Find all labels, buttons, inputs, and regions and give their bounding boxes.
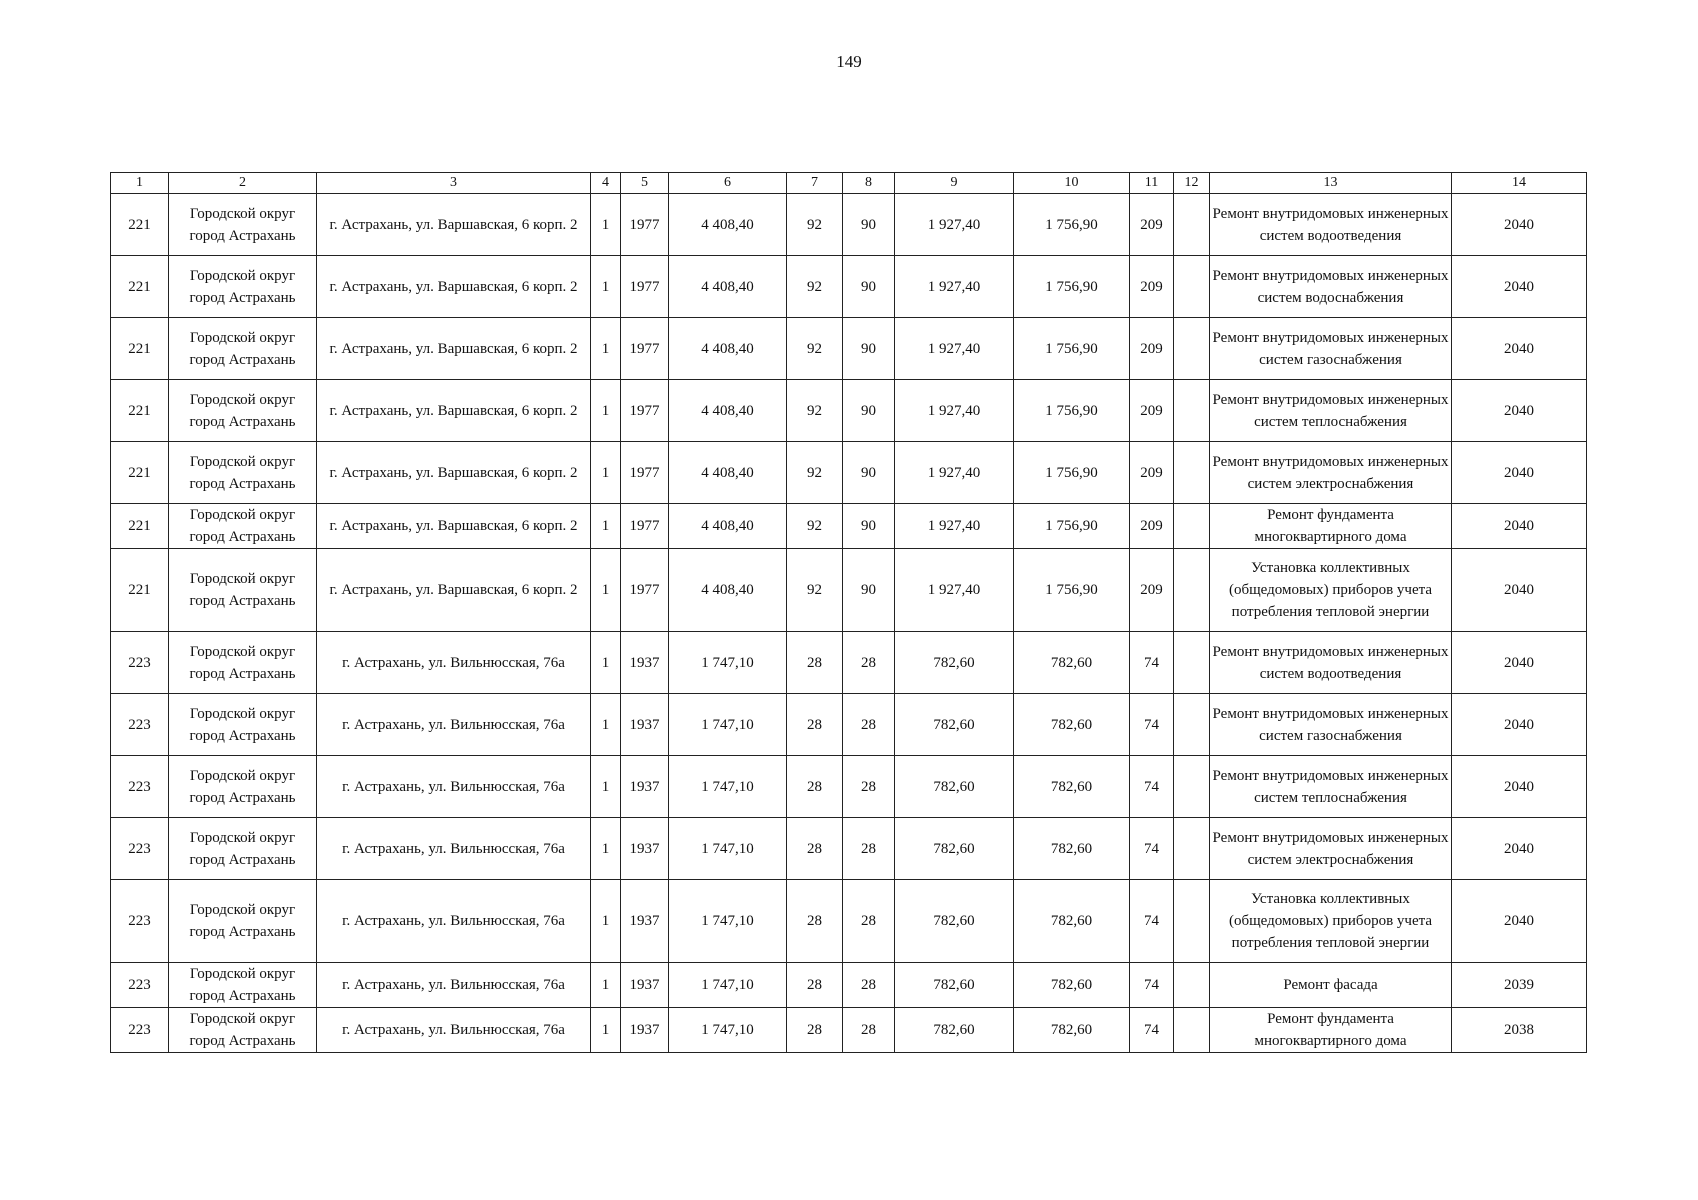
table-row — [111, 694, 1587, 756]
col-11-cell: 74 — [1130, 1008, 1174, 1053]
municipality-cell: Городской округ город Астрахань — [169, 318, 317, 380]
municipality-cell: Городской округ город Астрахань — [169, 963, 317, 1008]
col-11-cell: 74 — [1130, 632, 1174, 694]
col-10-cell: 782,60 — [1014, 880, 1130, 963]
address-cell: г. Астрахань, ул. Варшавская, 6 корп. 2 — [317, 380, 591, 442]
col-4-cell: 1 — [591, 504, 621, 549]
work-type-cell: Ремонт фасада — [1210, 963, 1452, 1008]
col-11-cell: 74 — [1130, 694, 1174, 756]
repair-program-table — [110, 172, 1587, 1053]
address-cell: г. Астрахань, ул. Варшавская, 6 корп. 2 — [317, 194, 591, 256]
table-body — [111, 194, 1587, 1053]
col-9-cell: 1 927,40 — [895, 318, 1014, 380]
col-10-cell: 782,60 — [1014, 818, 1130, 880]
col-8-cell: 90 — [843, 504, 895, 549]
address-cell: г. Астрахань, ул. Варшавская, 6 корп. 2 — [317, 442, 591, 504]
col-7-cell: 28 — [787, 880, 843, 963]
col-10-cell: 1 756,90 — [1014, 442, 1130, 504]
municipality-cell: Городской округ город Астрахань — [169, 380, 317, 442]
col-6-cell: 4 408,40 — [669, 380, 787, 442]
col-7-cell: 28 — [787, 1008, 843, 1053]
address-cell: г. Астрахань, ул. Вильнюсская, 76а — [317, 632, 591, 694]
address-cell: г. Астрахань, ул. Вильнюсская, 76а — [317, 818, 591, 880]
municipality-cell: Городской округ город Астрахань — [169, 549, 317, 632]
col-6-cell: 4 408,40 — [669, 549, 787, 632]
column-header-12: 12 — [1174, 173, 1210, 194]
table-row — [111, 380, 1587, 442]
col-11-cell: 209 — [1130, 318, 1174, 380]
table-row — [111, 549, 1587, 632]
col-6-cell: 1 747,10 — [669, 756, 787, 818]
year-cell: 1937 — [621, 694, 669, 756]
municipality-cell: Городской округ город Астрахань — [169, 194, 317, 256]
address-cell: г. Астрахань, ул. Варшавская, 6 корп. 2 — [317, 318, 591, 380]
col-9-cell: 782,60 — [895, 818, 1014, 880]
planned-year-cell: 2040 — [1452, 880, 1587, 963]
col-4-cell: 1 — [591, 1008, 621, 1053]
col-10-cell: 1 756,90 — [1014, 194, 1130, 256]
table-row — [111, 504, 1587, 549]
col-12-cell — [1174, 632, 1210, 694]
row-number-cell: 223 — [111, 963, 169, 1008]
address-cell: г. Астрахань, ул. Варшавская, 6 корп. 2 — [317, 256, 591, 318]
work-type-cell: Ремонт фундамента многоквартирного дома — [1210, 1008, 1452, 1053]
col-4-cell: 1 — [591, 694, 621, 756]
planned-year-cell: 2038 — [1452, 1008, 1587, 1053]
municipality-cell: Городской округ город Астрахань — [169, 694, 317, 756]
col-11-cell: 74 — [1130, 756, 1174, 818]
col-12-cell — [1174, 256, 1210, 318]
column-header-6: 6 — [669, 173, 787, 194]
col-8-cell: 28 — [843, 756, 895, 818]
column-header-2: 2 — [169, 173, 317, 194]
col-12-cell — [1174, 504, 1210, 549]
col-11-cell: 74 — [1130, 818, 1174, 880]
col-6-cell: 4 408,40 — [669, 318, 787, 380]
year-cell: 1937 — [621, 963, 669, 1008]
col-4-cell: 1 — [591, 756, 621, 818]
col-7-cell: 28 — [787, 632, 843, 694]
col-7-cell: 28 — [787, 694, 843, 756]
table-row — [111, 256, 1587, 318]
col-4-cell: 1 — [591, 818, 621, 880]
work-type-cell: Ремонт внутридомовых инженерных систем электроснабжения — [1210, 442, 1452, 504]
col-6-cell: 4 408,40 — [669, 256, 787, 318]
col-9-cell: 1 927,40 — [895, 442, 1014, 504]
col-7-cell: 92 — [787, 504, 843, 549]
row-number-cell: 221 — [111, 442, 169, 504]
year-cell: 1977 — [621, 194, 669, 256]
col-9-cell: 1 927,40 — [895, 380, 1014, 442]
work-type-cell: Ремонт фундамента многоквартирного дома — [1210, 504, 1452, 549]
municipality-cell: Городской округ город Астрахань — [169, 504, 317, 549]
planned-year-cell: 2039 — [1452, 963, 1587, 1008]
col-4-cell: 1 — [591, 963, 621, 1008]
planned-year-cell: 2040 — [1452, 504, 1587, 549]
col-4-cell: 1 — [591, 380, 621, 442]
year-cell: 1937 — [621, 756, 669, 818]
col-11-cell: 209 — [1130, 380, 1174, 442]
col-9-cell: 782,60 — [895, 963, 1014, 1008]
column-header-10: 10 — [1014, 173, 1130, 194]
col-10-cell: 782,60 — [1014, 1008, 1130, 1053]
col-9-cell: 782,60 — [895, 632, 1014, 694]
col-8-cell: 90 — [843, 549, 895, 632]
work-type-cell: Ремонт внутридомовых инженерных систем теплоснабжения — [1210, 756, 1452, 818]
col-7-cell: 92 — [787, 380, 843, 442]
row-number-cell: 221 — [111, 549, 169, 632]
row-number-cell: 221 — [111, 504, 169, 549]
col-6-cell: 1 747,10 — [669, 632, 787, 694]
year-cell: 1937 — [621, 1008, 669, 1053]
col-10-cell: 1 756,90 — [1014, 504, 1130, 549]
col-8-cell: 90 — [843, 256, 895, 318]
municipality-cell: Городской округ город Астрахань — [169, 256, 317, 318]
work-type-cell: Ремонт внутридомовых инженерных систем водоснабжения — [1210, 256, 1452, 318]
col-9-cell: 782,60 — [895, 880, 1014, 963]
row-number-cell: 221 — [111, 256, 169, 318]
year-cell: 1977 — [621, 504, 669, 549]
col-7-cell: 28 — [787, 756, 843, 818]
address-cell: г. Астрахань, ул. Вильнюсская, 76а — [317, 694, 591, 756]
planned-year-cell: 2040 — [1452, 632, 1587, 694]
col-7-cell: 92 — [787, 318, 843, 380]
address-cell: г. Астрахань, ул. Вильнюсская, 76а — [317, 756, 591, 818]
col-8-cell: 28 — [843, 818, 895, 880]
col-7-cell: 92 — [787, 194, 843, 256]
work-type-cell: Ремонт внутридомовых инженерных систем водоотведения — [1210, 194, 1452, 256]
col-10-cell: 782,60 — [1014, 694, 1130, 756]
address-cell: г. Астрахань, ул. Вильнюсская, 76а — [317, 963, 591, 1008]
col-11-cell: 209 — [1130, 194, 1174, 256]
year-cell: 1937 — [621, 818, 669, 880]
col-12-cell — [1174, 694, 1210, 756]
col-6-cell: 1 747,10 — [669, 818, 787, 880]
row-number-cell: 221 — [111, 380, 169, 442]
col-10-cell: 1 756,90 — [1014, 256, 1130, 318]
planned-year-cell: 2040 — [1452, 818, 1587, 880]
col-8-cell: 90 — [843, 380, 895, 442]
col-8-cell: 28 — [843, 880, 895, 963]
table-row — [111, 632, 1587, 694]
row-number-cell: 223 — [111, 632, 169, 694]
col-8-cell: 90 — [843, 194, 895, 256]
col-8-cell: 90 — [843, 442, 895, 504]
year-cell: 1977 — [621, 442, 669, 504]
col-4-cell: 1 — [591, 549, 621, 632]
col-12-cell — [1174, 194, 1210, 256]
column-header-9: 9 — [895, 173, 1014, 194]
col-10-cell: 782,60 — [1014, 756, 1130, 818]
row-number-cell: 221 — [111, 318, 169, 380]
col-12-cell — [1174, 1008, 1210, 1053]
col-11-cell: 209 — [1130, 256, 1174, 318]
col-10-cell: 782,60 — [1014, 963, 1130, 1008]
col-11-cell: 209 — [1130, 549, 1174, 632]
col-10-cell: 1 756,90 — [1014, 549, 1130, 632]
work-type-cell: Установка коллективных (общедомовых) приборов учета потребления тепловой энергии — [1210, 549, 1452, 632]
col-11-cell: 209 — [1130, 504, 1174, 549]
col-12-cell — [1174, 380, 1210, 442]
column-header-14: 14 — [1452, 173, 1587, 194]
year-cell: 1977 — [621, 380, 669, 442]
col-7-cell: 92 — [787, 256, 843, 318]
table-row — [111, 963, 1587, 1008]
col-12-cell — [1174, 318, 1210, 380]
col-8-cell: 28 — [843, 694, 895, 756]
column-header-11: 11 — [1130, 173, 1174, 194]
col-4-cell: 1 — [591, 632, 621, 694]
table-row — [111, 818, 1587, 880]
col-11-cell: 209 — [1130, 442, 1174, 504]
planned-year-cell: 2040 — [1452, 380, 1587, 442]
col-6-cell: 1 747,10 — [669, 880, 787, 963]
planned-year-cell: 2040 — [1452, 442, 1587, 504]
col-12-cell — [1174, 880, 1210, 963]
col-4-cell: 1 — [591, 256, 621, 318]
page-number: 149 — [836, 52, 862, 71]
address-cell: г. Астрахань, ул. Вильнюсская, 76а — [317, 880, 591, 963]
municipality-cell: Городской округ город Астрахань — [169, 818, 317, 880]
row-number-cell: 223 — [111, 1008, 169, 1053]
row-number-cell: 221 — [111, 194, 169, 256]
col-8-cell: 28 — [843, 1008, 895, 1053]
col-6-cell: 1 747,10 — [669, 694, 787, 756]
col-9-cell: 782,60 — [895, 694, 1014, 756]
col-8-cell: 90 — [843, 318, 895, 380]
col-9-cell: 1 927,40 — [895, 194, 1014, 256]
address-cell: г. Астрахань, ул. Вильнюсская, 76а — [317, 1008, 591, 1053]
year-cell: 1937 — [621, 632, 669, 694]
column-header-3: 3 — [317, 173, 591, 194]
col-9-cell: 782,60 — [895, 756, 1014, 818]
col-9-cell: 782,60 — [895, 1008, 1014, 1053]
col-4-cell: 1 — [591, 318, 621, 380]
year-cell: 1977 — [621, 256, 669, 318]
col-6-cell: 4 408,40 — [669, 442, 787, 504]
col-12-cell — [1174, 963, 1210, 1008]
column-header-7: 7 — [787, 173, 843, 194]
col-12-cell — [1174, 756, 1210, 818]
col-7-cell: 92 — [787, 549, 843, 632]
table-row — [111, 194, 1587, 256]
municipality-cell: Городской округ город Астрахань — [169, 756, 317, 818]
column-number-header-row — [111, 173, 1587, 194]
year-cell: 1977 — [621, 318, 669, 380]
year-cell: 1977 — [621, 549, 669, 632]
table-row — [111, 318, 1587, 380]
col-6-cell: 1 747,10 — [669, 963, 787, 1008]
work-type-cell: Ремонт внутридомовых инженерных систем газоснабжения — [1210, 694, 1452, 756]
col-4-cell: 1 — [591, 194, 621, 256]
col-9-cell: 1 927,40 — [895, 256, 1014, 318]
col-6-cell: 1 747,10 — [669, 1008, 787, 1053]
col-7-cell: 92 — [787, 442, 843, 504]
row-number-cell: 223 — [111, 880, 169, 963]
planned-year-cell: 2040 — [1452, 318, 1587, 380]
municipality-cell: Городской округ город Астрахань — [169, 442, 317, 504]
row-number-cell: 223 — [111, 756, 169, 818]
municipality-cell: Городской округ город Астрахань — [169, 1008, 317, 1053]
col-6-cell: 4 408,40 — [669, 194, 787, 256]
col-12-cell — [1174, 549, 1210, 632]
col-11-cell: 74 — [1130, 880, 1174, 963]
table-row — [111, 442, 1587, 504]
planned-year-cell: 2040 — [1452, 194, 1587, 256]
address-cell: г. Астрахань, ул. Варшавская, 6 корп. 2 — [317, 549, 591, 632]
work-type-cell: Установка коллективных (общедомовых) приборов учета потребления тепловой энергии — [1210, 880, 1452, 963]
col-12-cell — [1174, 442, 1210, 504]
col-8-cell: 28 — [843, 963, 895, 1008]
year-cell: 1937 — [621, 880, 669, 963]
column-header-1: 1 — [111, 173, 169, 194]
column-header-5: 5 — [621, 173, 669, 194]
col-7-cell: 28 — [787, 963, 843, 1008]
planned-year-cell: 2040 — [1452, 694, 1587, 756]
col-4-cell: 1 — [591, 442, 621, 504]
col-4-cell: 1 — [591, 880, 621, 963]
column-header-13: 13 — [1210, 173, 1452, 194]
table-row — [111, 1008, 1587, 1053]
table-row — [111, 756, 1587, 818]
col-8-cell: 28 — [843, 632, 895, 694]
row-number-cell: 223 — [111, 694, 169, 756]
work-type-cell: Ремонт внутридомовых инженерных систем теплоснабжения — [1210, 380, 1452, 442]
planned-year-cell: 2040 — [1452, 549, 1587, 632]
col-12-cell — [1174, 818, 1210, 880]
col-6-cell: 4 408,40 — [669, 504, 787, 549]
col-10-cell: 782,60 — [1014, 632, 1130, 694]
col-9-cell: 1 927,40 — [895, 504, 1014, 549]
row-number-cell: 223 — [111, 818, 169, 880]
col-9-cell: 1 927,40 — [895, 549, 1014, 632]
planned-year-cell: 2040 — [1452, 256, 1587, 318]
table-row — [111, 880, 1587, 963]
address-cell: г. Астрахань, ул. Варшавская, 6 корп. 2 — [317, 504, 591, 549]
col-10-cell: 1 756,90 — [1014, 318, 1130, 380]
planned-year-cell: 2040 — [1452, 756, 1587, 818]
column-header-4: 4 — [591, 173, 621, 194]
work-type-cell: Ремонт внутридомовых инженерных систем газоснабжения — [1210, 318, 1452, 380]
municipality-cell: Городской округ город Астрахань — [169, 632, 317, 694]
work-type-cell: Ремонт внутридомовых инженерных систем водоотведения — [1210, 632, 1452, 694]
column-header-8: 8 — [843, 173, 895, 194]
col-10-cell: 1 756,90 — [1014, 380, 1130, 442]
municipality-cell: Городской округ город Астрахань — [169, 880, 317, 963]
col-11-cell: 74 — [1130, 963, 1174, 1008]
col-7-cell: 28 — [787, 818, 843, 880]
work-type-cell: Ремонт внутридомовых инженерных систем электроснабжения — [1210, 818, 1452, 880]
